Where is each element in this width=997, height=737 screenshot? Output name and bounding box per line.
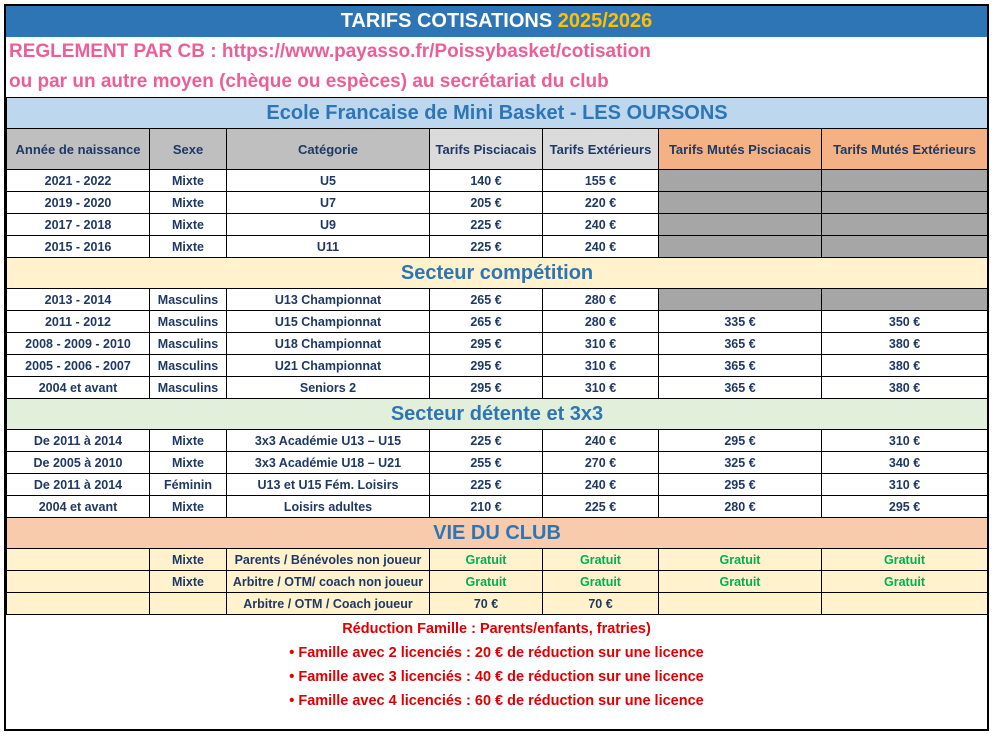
table-cell: Gratuit bbox=[822, 549, 988, 571]
table-cell: Mixte bbox=[150, 192, 227, 214]
table-cell: Mixte bbox=[150, 430, 227, 452]
table-cell: 225 € bbox=[543, 496, 659, 518]
table-cell: 380 € bbox=[822, 355, 988, 377]
table-cell bbox=[150, 593, 227, 615]
table-cell: 335 € bbox=[659, 311, 822, 333]
table-cell: 2015 - 2016 bbox=[7, 236, 150, 258]
table-cell: 295 € bbox=[430, 333, 543, 355]
table-cell: Gratuit bbox=[430, 571, 543, 593]
table-cell: 295 € bbox=[430, 377, 543, 399]
table-row bbox=[7, 593, 988, 615]
section-ecole: Ecole Francaise de Mini Basket - LES OURSONS bbox=[7, 98, 988, 129]
table-cell: U9 bbox=[227, 214, 430, 236]
table-cell bbox=[659, 170, 822, 192]
table-cell: Mixte bbox=[150, 170, 227, 192]
table-cell: De 2005 à 2010 bbox=[7, 452, 150, 474]
table-cell: Parents / Bénévoles non joueur bbox=[227, 549, 430, 571]
table-cell: U13 et U15 Fém. Loisirs bbox=[227, 474, 430, 496]
table-cell bbox=[659, 289, 822, 311]
table-cell: 350 € bbox=[822, 311, 988, 333]
table-cell: 380 € bbox=[822, 377, 988, 399]
family-reduction-line: • Famille avec 4 licenciés : 60 € de réduction sur une licence bbox=[289, 693, 704, 709]
table-cell: Mixte bbox=[150, 549, 227, 571]
table-row bbox=[7, 214, 988, 236]
table-cell: Gratuit bbox=[543, 549, 659, 571]
table-cell: 70 € bbox=[430, 593, 543, 615]
table-cell: 295 € bbox=[822, 496, 988, 518]
table-cell: Seniors 2 bbox=[227, 377, 430, 399]
table-cell: 3x3 Académie U18 – U21 bbox=[227, 452, 430, 474]
table-cell: 380 € bbox=[822, 333, 988, 355]
table-cell: U11 bbox=[227, 236, 430, 258]
table-row bbox=[7, 192, 988, 214]
table-cell: 240 € bbox=[543, 474, 659, 496]
table-cell bbox=[7, 549, 150, 571]
header-sex: Sexe bbox=[150, 129, 227, 170]
table-cell: 210 € bbox=[430, 496, 543, 518]
table-cell: 295 € bbox=[659, 430, 822, 452]
family-reduction-title: Réduction Famille : Parents/enfants, fratries) bbox=[342, 621, 651, 637]
table-cell: 2011 - 2012 bbox=[7, 311, 150, 333]
table-cell bbox=[822, 289, 988, 311]
table-row bbox=[7, 170, 988, 192]
table-cell bbox=[822, 214, 988, 236]
table-cell: 220 € bbox=[543, 192, 659, 214]
table-row bbox=[7, 311, 988, 333]
table-row bbox=[7, 571, 988, 593]
section-competition: Secteur compétition bbox=[7, 258, 988, 289]
table-cell: 325 € bbox=[659, 452, 822, 474]
table-cell: 255 € bbox=[430, 452, 543, 474]
table-cell: Gratuit bbox=[659, 549, 822, 571]
table-cell bbox=[822, 170, 988, 192]
header-birth-year: Année de naissance bbox=[7, 129, 150, 170]
table-cell bbox=[659, 214, 822, 236]
tarifs-table bbox=[6, 97, 988, 615]
table-cell: 365 € bbox=[659, 355, 822, 377]
table-cell: De 2011 à 2014 bbox=[7, 474, 150, 496]
table-cell: Arbitre / OTM/ coach non joueur bbox=[227, 571, 430, 593]
table-cell bbox=[822, 236, 988, 258]
table-cell: 240 € bbox=[543, 214, 659, 236]
table-cell: Arbitre / OTM / Coach joueur bbox=[227, 593, 430, 615]
table-cell: 2013 - 2014 bbox=[7, 289, 150, 311]
table-cell: 225 € bbox=[430, 474, 543, 496]
table-cell: 295 € bbox=[430, 355, 543, 377]
table-cell: 70 € bbox=[543, 593, 659, 615]
table-cell: 2005 - 2006 - 2007 bbox=[7, 355, 150, 377]
table-cell bbox=[7, 593, 150, 615]
table-cell: 240 € bbox=[543, 236, 659, 258]
table-cell: 365 € bbox=[659, 377, 822, 399]
table-cell: U5 bbox=[227, 170, 430, 192]
table-cell: Gratuit bbox=[430, 549, 543, 571]
table-cell: 265 € bbox=[430, 311, 543, 333]
section-club: VIE DU CLUB bbox=[7, 518, 988, 549]
table-cell: Mixte bbox=[150, 236, 227, 258]
table-cell: U21 Championnat bbox=[227, 355, 430, 377]
table-cell: Gratuit bbox=[543, 571, 659, 593]
section-detente: Secteur détente et 3x3 bbox=[7, 399, 988, 430]
sheet-title bbox=[6, 6, 987, 37]
table-row bbox=[7, 355, 988, 377]
table-cell: 155 € bbox=[543, 170, 659, 192]
table-cell: 2019 - 2020 bbox=[7, 192, 150, 214]
header-tarif-pisciacais: Tarifs Pisciacais bbox=[430, 129, 543, 170]
table-cell: 225 € bbox=[430, 236, 543, 258]
table-cell: 340 € bbox=[822, 452, 988, 474]
table-cell: 280 € bbox=[659, 496, 822, 518]
table-cell: Masculins bbox=[150, 377, 227, 399]
table-cell: 2021 - 2022 bbox=[7, 170, 150, 192]
table-cell bbox=[659, 236, 822, 258]
table-cell: 3x3 Académie U13 – U15 bbox=[227, 430, 430, 452]
table-cell: 2008 - 2009 - 2010 bbox=[7, 333, 150, 355]
table-cell: 280 € bbox=[543, 289, 659, 311]
payment-info-line2: ou par un autre moyen (chèque ou espèces) au secrétariat du club bbox=[9, 71, 609, 92]
table-cell: Mixte bbox=[150, 496, 227, 518]
table-row bbox=[7, 549, 988, 571]
table-cell: De 2011 à 2014 bbox=[7, 430, 150, 452]
table-cell: 310 € bbox=[543, 377, 659, 399]
table-cell: Masculins bbox=[150, 289, 227, 311]
table-row bbox=[7, 333, 988, 355]
table-cell: 280 € bbox=[543, 311, 659, 333]
table-cell: 365 € bbox=[659, 333, 822, 355]
family-reduction-line: • Famille avec 3 licenciés : 40 € de réduction sur une licence bbox=[289, 669, 704, 685]
table-cell: 140 € bbox=[430, 170, 543, 192]
table-cell: Masculins bbox=[150, 355, 227, 377]
table-cell: Gratuit bbox=[822, 571, 988, 593]
table-cell bbox=[822, 593, 988, 615]
table-cell: 310 € bbox=[822, 430, 988, 452]
header-tarif-mutes-pisciacais: Tarifs Mutés Pisciacais bbox=[659, 129, 822, 170]
table-cell: U7 bbox=[227, 192, 430, 214]
family-reduction bbox=[6, 615, 987, 713]
table-cell: 270 € bbox=[543, 452, 659, 474]
table-cell bbox=[659, 593, 822, 615]
table-cell: 310 € bbox=[822, 474, 988, 496]
table-row bbox=[7, 430, 988, 452]
table-cell: Masculins bbox=[150, 311, 227, 333]
title-year: 2025/2026 bbox=[557, 10, 653, 32]
table-cell: 225 € bbox=[430, 430, 543, 452]
table-cell: 2004 et avant bbox=[7, 496, 150, 518]
header-category: Catégorie bbox=[227, 129, 430, 170]
tarifs-sheet bbox=[4, 4, 989, 731]
table-cell: 310 € bbox=[543, 355, 659, 377]
family-reduction-line: • Famille avec 2 licenciés : 20 € de réduction sur une licence bbox=[289, 645, 704, 661]
table-cell bbox=[659, 192, 822, 214]
table-cell: Masculins bbox=[150, 333, 227, 355]
table-cell: 240 € bbox=[543, 430, 659, 452]
table-cell bbox=[7, 571, 150, 593]
header-tarif-exterieurs: Tarifs Extérieurs bbox=[543, 129, 659, 170]
header-tarif-mutes-exterieurs: Tarifs Mutés Extérieurs bbox=[822, 129, 988, 170]
table-cell: 205 € bbox=[430, 192, 543, 214]
table-cell: 295 € bbox=[659, 474, 822, 496]
table-row bbox=[7, 377, 988, 399]
table-cell: Loisirs adultes bbox=[227, 496, 430, 518]
table-row bbox=[7, 496, 988, 518]
table-cell: 310 € bbox=[543, 333, 659, 355]
table-row bbox=[7, 289, 988, 311]
table-cell: 225 € bbox=[430, 214, 543, 236]
table-cell: U13 Championnat bbox=[227, 289, 430, 311]
table-row bbox=[7, 236, 988, 258]
table-row bbox=[7, 452, 988, 474]
table-cell: Gratuit bbox=[659, 571, 822, 593]
table-cell: 2004 et avant bbox=[7, 377, 150, 399]
table-row bbox=[7, 474, 988, 496]
table-cell: 265 € bbox=[430, 289, 543, 311]
table-cell: Mixte bbox=[150, 214, 227, 236]
table-cell: Mixte bbox=[150, 571, 227, 593]
table-cell: 2017 - 2018 bbox=[7, 214, 150, 236]
table-cell: U15 Championnat bbox=[227, 311, 430, 333]
table-cell: Mixte bbox=[150, 452, 227, 474]
table-cell: Féminin bbox=[150, 474, 227, 496]
table-cell bbox=[822, 192, 988, 214]
title-prefix: TARIFS COTISATIONS bbox=[340, 10, 553, 32]
table-cell: U18 Championnat bbox=[227, 333, 430, 355]
payment-info-line1: REGLEMENT PAR CB : https://www.payasso.fr/Poissybasket/cotisation bbox=[9, 41, 651, 62]
